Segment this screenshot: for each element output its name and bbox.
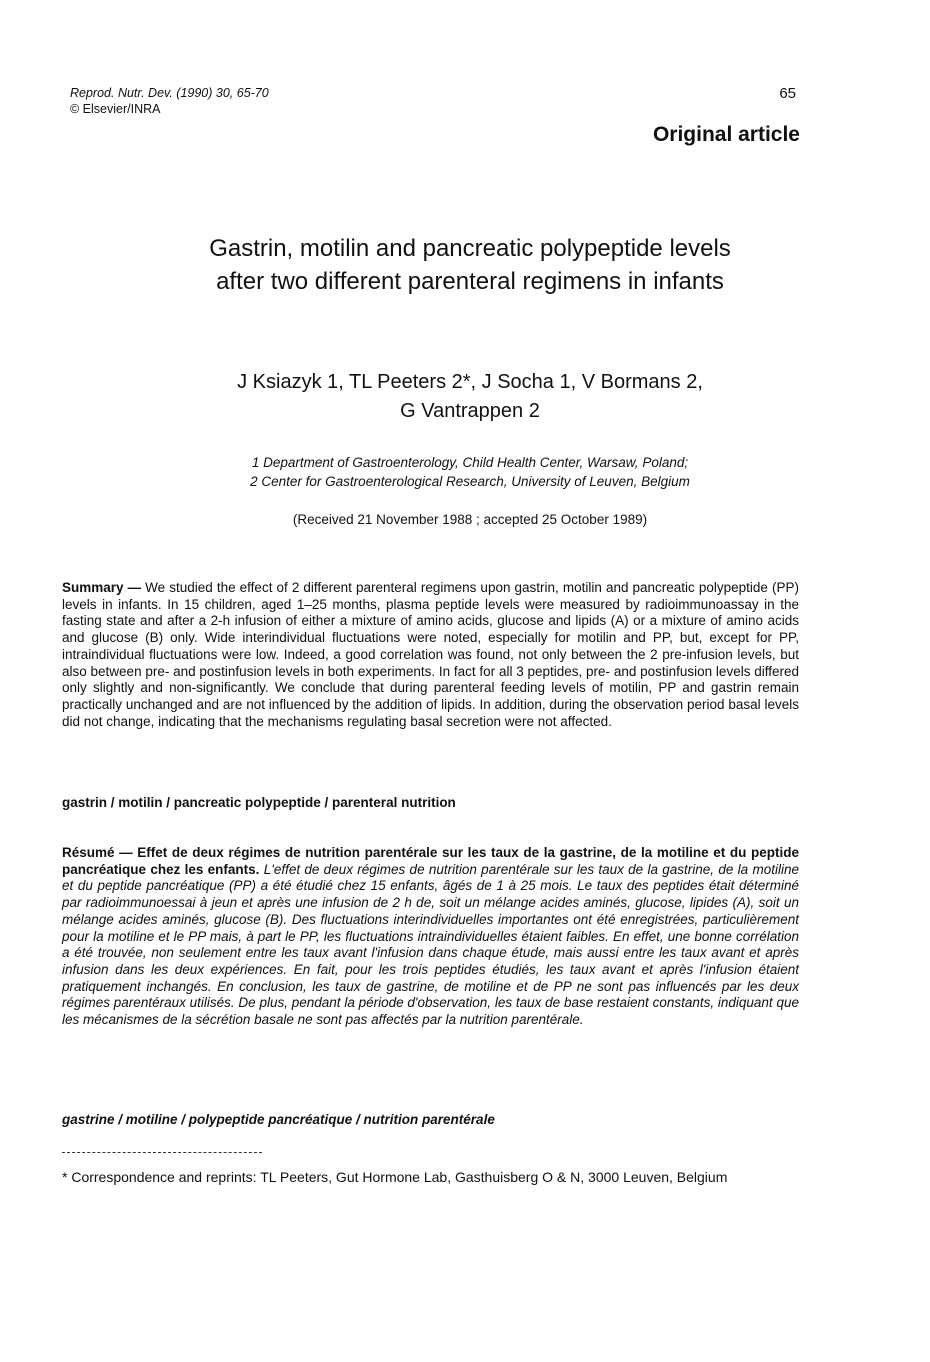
paper-title: [70, 232, 870, 298]
title-line-2: after two different parenteral regimens in infants: [216, 268, 724, 295]
authors-line-2: G Vantrappen 2: [400, 400, 540, 422]
copyright-line: © Elsevier/INRA: [70, 102, 161, 116]
footnote-divider: [62, 1152, 262, 1153]
resume-lead: Résumé — Effet de deux régimes de nutrition parentérale sur les taux de la gastrine, de la motiline et du peptide pancréatique chez les enfants.: [62, 845, 799, 877]
authors-line-1: J Ksiazyk 1, TL Peeters 2*, J Socha 1, V Bormans 2,: [237, 371, 703, 393]
affiliations: [70, 453, 870, 491]
received-dates: (Received 21 November 1988 ; accepted 25 October 1989): [292, 512, 648, 527]
summary-lead: Summary —: [62, 580, 142, 595]
title-line-1: Gastrin, motilin and pancreatic polypeptide levels: [209, 235, 731, 262]
resume-text: L'effet de deux régimes de nutrition parentérale sur les taux de la gastrine, de la motiline et du peptide pancréatique (PP) a été étudié chez 15 enfants, âgés de 1 à 25 mois. Le taux des peptides était déterminé par radioimmunoessai à jeun et après une infusion de 2 h de, soit un mélange acides aminés, glucose, lipides (A), soit un mélange acides aminés, glucose (B). Des fluctuations interindividuelles importantes ont été enregistrées, particulièrement pour la motiline et le PP mais, à part le PP, les fluctuations intraindividuelles étaient faibles. En effet, une bonne corrélation a été trouvée, non seulement entre les taux avant l'infusion dans chaque étude, mais aussi entre les taux avant et après infusion dans les deux expériences. En fait, pour les trois peptides étudiés, les taux avant et après l'infusion étaient pratiquement inchangés. En conclusion, les taux de gastrine, de motiline et de PP ne sont pas influencés par les deux régimes parentéraux utilisés. De plus, pendant la période d'observation, les taux de base restaient constants, indiquant que les mécanismes de la sécrétion basale ne sont pas affectés par la nutrition parentérale.: [62, 861, 799, 1028]
keywords-english: gastrin / motilin / pancreatic polypeptide / parenteral nutrition: [62, 795, 456, 810]
summary-abstract: [62, 580, 799, 730]
journal-line: Reprod. Nutr. Dev. (1990) 30, 65-70: [70, 86, 269, 100]
article-type-label: Original article: [652, 123, 800, 146]
summary-text: We studied the effect of 2 different parenteral regimens upon gastrin, motilin and pancreatic polypeptide (PP) levels in infants. In 15 children, aged 1–25 months, plasma peptide levels were measured by radioimmunoassay in the fasting state and after a 2-h infusion of either a mixture of amino acids, glucose and lipids (A) or a mixture of amino acids and glucose (B) only. Wide interindividual fluctuations were noted, especially for motilin and PP, but, except for PP, intraindividual fluctuations were low. Indeed, a good correlation was found, not only between the 2 pre-infusion levels, but also between pre- and postinfusion levels in both experiments. In fact for all 3 peptides, pre- and postinfusion levels differed only slightly and non-significantly. We conclude that during parenteral feeding levels of motilin, PP and gastrin remain practically unchanged and are not influenced by the addition of lipids. In addition, during the observation period basal levels did not change, indicating that the mechanisms regulating basal secretion were not affected.: [62, 580, 799, 729]
correspondence-footnote: * Correspondence and reprints: TL Peeters, Gut Hormone Lab, Gasthuisberg O & N, 3000 Leuven, Belgium: [62, 1169, 728, 1185]
keywords-french: gastrine / motiline / polypeptide pancréatique / nutrition parentérale: [62, 1112, 495, 1127]
affiliation-1: 1 Department of Gastroenterology, Child Health Center, Warsaw, Poland;: [251, 455, 689, 470]
author-list: [70, 368, 870, 426]
page-number: 65: [779, 85, 796, 102]
journal-citation: [70, 85, 269, 117]
resume-abstract: [62, 845, 799, 1029]
affiliation-2: 2 Center for Gastroenterological Research, University of Leuven, Belgium: [250, 474, 690, 489]
